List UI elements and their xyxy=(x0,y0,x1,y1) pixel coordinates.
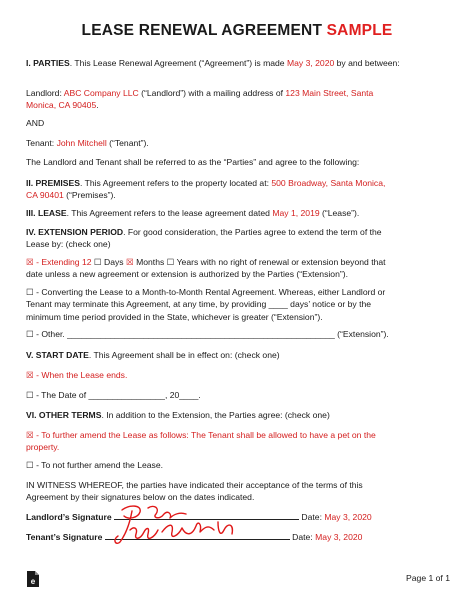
and-text: AND xyxy=(26,118,45,128)
extension-option-1-line-2: date unless a new agreement or extension is authorized by the Parties (“Extension”). xyxy=(26,269,348,280)
parties-text-2: by and between: xyxy=(334,58,400,68)
premises-address-1: 500 Broadway, Santa Monica, xyxy=(271,178,386,188)
parties-date: May 3, 2020 xyxy=(286,58,335,68)
checkbox-checked-icon[interactable]: ☒ xyxy=(26,430,34,440)
tenant-suffix: (“Tenant”). xyxy=(106,138,149,148)
landlord-signature-label: Landlord’s Signature xyxy=(26,512,112,522)
witness-line-2: Agreement by their signatures below on the dates indicated. xyxy=(26,492,255,503)
lease-suffix: (“Lease”). xyxy=(319,208,360,218)
tenant-name: John Mitchell xyxy=(56,138,107,148)
extension-text-1: . For good consideration, the Parties agree to extend the term of the xyxy=(123,227,382,237)
parties-text: . This Lease Renewal Agreement (“Agreement”) is made xyxy=(69,58,287,68)
page-number: Page 1 of 1 xyxy=(406,573,450,583)
premises-text: . This Agreement refers to the property located at: xyxy=(79,178,272,188)
tenant-date-label: Date: xyxy=(289,532,316,542)
title-sample: SAMPLE xyxy=(326,22,393,39)
landlord-section xyxy=(26,87,450,112)
checkbox-checked-icon[interactable]: ☒ xyxy=(26,257,34,267)
landlord-address-1: 123 Main Street, Santa xyxy=(285,88,374,98)
start-date-section xyxy=(26,349,450,361)
premises-suffix: (“Premises”). xyxy=(63,190,116,201)
tenant-date: May 3, 2020 xyxy=(315,532,363,542)
other-option-1-label: - To further amend the Lease as follows: xyxy=(33,430,192,440)
title-main: LEASE RENEWAL AGREEMENT xyxy=(81,22,323,39)
checkbox-checked-icon[interactable]: ☒ xyxy=(125,257,134,267)
lease-section xyxy=(26,207,450,219)
other-option-1-terms: The Tenant shall be allowed to have a pet on the xyxy=(191,430,376,440)
other-option-1-terms-2: property. xyxy=(26,442,60,453)
other-option-2: ☐ - To not further amend the Lease. xyxy=(26,460,164,470)
tenant-signature-label: Tenant’s Signature xyxy=(26,532,103,542)
extension-section xyxy=(26,226,450,251)
extension-days-option: ☐ Days xyxy=(91,257,126,267)
extension-option-2-line-1: ☐ - Converting the Lease to a Month-to-Month Rental Agreement. Whereas, either Landlord or xyxy=(26,287,386,297)
document-logo-icon xyxy=(26,570,40,588)
other-terms-text: . In addition to the Extension, the Parties agree: (check one) xyxy=(101,410,330,420)
extension-months-years-text: Months ☐ Years with no right of renewal or extension beyond that xyxy=(133,257,386,267)
parties-section xyxy=(26,57,450,69)
parties-heading: I. PARTIES xyxy=(26,58,70,68)
lease-date: May 1, 2019 xyxy=(272,208,320,218)
svg-text:e: e xyxy=(30,577,36,586)
extension-option-1-label: - Extending xyxy=(33,257,82,267)
landlord-prefix: Landlord: xyxy=(26,88,64,98)
premises-heading: II. PREMISES xyxy=(26,178,80,188)
extension-heading: IV. EXTENSION PERIOD xyxy=(26,227,124,237)
other-option-1 xyxy=(26,429,450,454)
handwritten-signature-image xyxy=(108,500,258,550)
witness-line-1: IN WITNESS WHEREOF, the parties have indicated their acceptance of the terms of this xyxy=(26,480,363,490)
start-option-1-label: - When the Lease ends. xyxy=(33,370,128,380)
premises-address-2: CA 90401 xyxy=(26,190,64,201)
document-title xyxy=(0,22,474,40)
landlord-date: May 3, 2020 xyxy=(324,512,372,522)
start-date-heading: V. START DATE xyxy=(26,350,89,360)
extension-other-suffix: (“Extension”). xyxy=(334,329,389,339)
refer-text: The Landlord and Tenant shall be referred to as the “Parties” and agree to the following: xyxy=(26,157,360,167)
lease-text: . This Agreement refers to the lease agreement dated xyxy=(66,208,273,218)
extension-option-2-line-2: Tenant may terminate this Agreement, at any time, by providing ____ days’ notice or by the xyxy=(26,299,372,310)
extension-text-2: Lease by: (check one) xyxy=(26,239,111,250)
tenant-section xyxy=(26,137,450,149)
extension-other-blank[interactable]: ________________________________________________________ xyxy=(67,329,335,339)
checkbox-checked-icon[interactable]: ☒ xyxy=(26,370,34,380)
start-option-2: ☐ - The Date of ________________, 20____. xyxy=(26,390,201,400)
extension-option-1 xyxy=(26,256,450,281)
other-terms-heading: VI. OTHER TERMS xyxy=(26,410,102,420)
extension-option-2-line-3: minimum time period provided in the State, whichever is greater (“Extension”). xyxy=(26,311,323,322)
other-terms-section xyxy=(26,409,450,421)
extension-other-label: ☐ - Other. xyxy=(26,329,68,339)
lease-heading: III. LEASE xyxy=(26,208,67,218)
landlord-suffix: . xyxy=(96,100,99,111)
landlord-name: ABC Company LLC xyxy=(63,88,139,98)
landlord-address-2: Monica, CA 90405 xyxy=(26,100,97,111)
start-option-1 xyxy=(26,369,450,381)
landlord-date-label: Date: xyxy=(299,512,325,522)
extension-option-2 xyxy=(26,286,450,323)
extension-option-3 xyxy=(26,328,450,340)
tenant-prefix: Tenant: xyxy=(26,138,57,148)
start-date-text: . This Agreement shall be in effect on: (check one) xyxy=(88,350,280,360)
landlord-mid: (“Landlord”) with a mailing address of xyxy=(138,88,286,98)
premises-section xyxy=(26,177,450,202)
extension-number: 12 xyxy=(81,257,92,267)
